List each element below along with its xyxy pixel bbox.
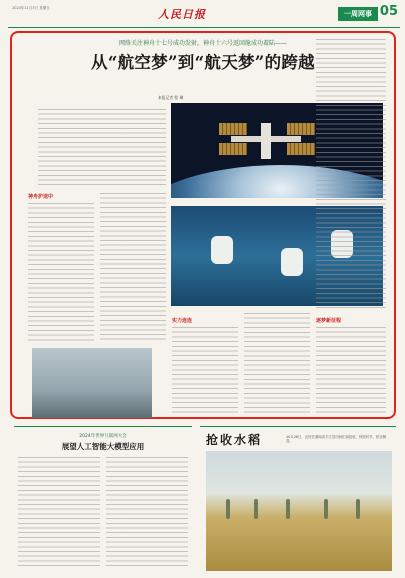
tree-silhouette (286, 499, 290, 519)
harvest-feature (200, 426, 396, 572)
paper-logo: 人民日报 (158, 8, 206, 21)
station-module (261, 123, 271, 159)
conference-headline: 展望人工智能大模型应用 (61, 442, 145, 451)
text-column-2 (100, 193, 166, 343)
astronaut-figure (281, 248, 303, 276)
solar-panel (287, 143, 315, 155)
text-column-3 (172, 327, 238, 415)
solar-panel (219, 143, 247, 155)
lead-text-block (38, 109, 166, 187)
conference-column-2 (106, 457, 188, 569)
article-headline: 从“航空梦”到“航天梦”的跨越 (91, 53, 315, 72)
tree-silhouette (226, 499, 230, 519)
solar-panel (219, 123, 247, 135)
conference-kicker: 2024年世界互联网大会 (79, 434, 127, 439)
harvest-caption: 10月28日，农民在湖南省平江县田间忙碌抢收，秋收时节，稻谷飘香。 (286, 435, 387, 444)
article-lead (38, 109, 166, 187)
harvest-headline: 抢收水稻 (206, 433, 263, 447)
masthead-divider (8, 27, 400, 28)
text-column-6 (316, 327, 386, 415)
masthead (8, 4, 400, 26)
article-kicker: 网络关注神舟十七号成功发射，神舟十六号返回舱成功着陆—— (118, 40, 287, 47)
text-column-1 (28, 203, 94, 343)
tree-silhouette (356, 499, 360, 519)
tree-silhouette (324, 499, 328, 519)
conference-article (14, 426, 192, 572)
issue-date: 2024年11月3日 星期日 (12, 6, 50, 10)
text-column-5 (316, 39, 386, 309)
subhead-1: 神舟护送中 (28, 194, 54, 200)
solar-panel (287, 123, 315, 135)
text-column-4 (244, 313, 310, 415)
feature-article (10, 31, 396, 419)
spacecraft-photo (32, 348, 152, 418)
subhead-2: 实力连连 (172, 318, 193, 324)
rice-field-photo (206, 451, 392, 571)
article-byline: 本报记者 程 琳 (158, 95, 184, 100)
subhead-3: 逐梦新征程 (316, 318, 342, 324)
section-label: 一周网事 (338, 7, 378, 21)
conference-column-1 (18, 457, 100, 569)
tree-silhouette (254, 499, 258, 519)
astronaut-figure (211, 236, 233, 264)
page-number: 05 (379, 4, 398, 19)
